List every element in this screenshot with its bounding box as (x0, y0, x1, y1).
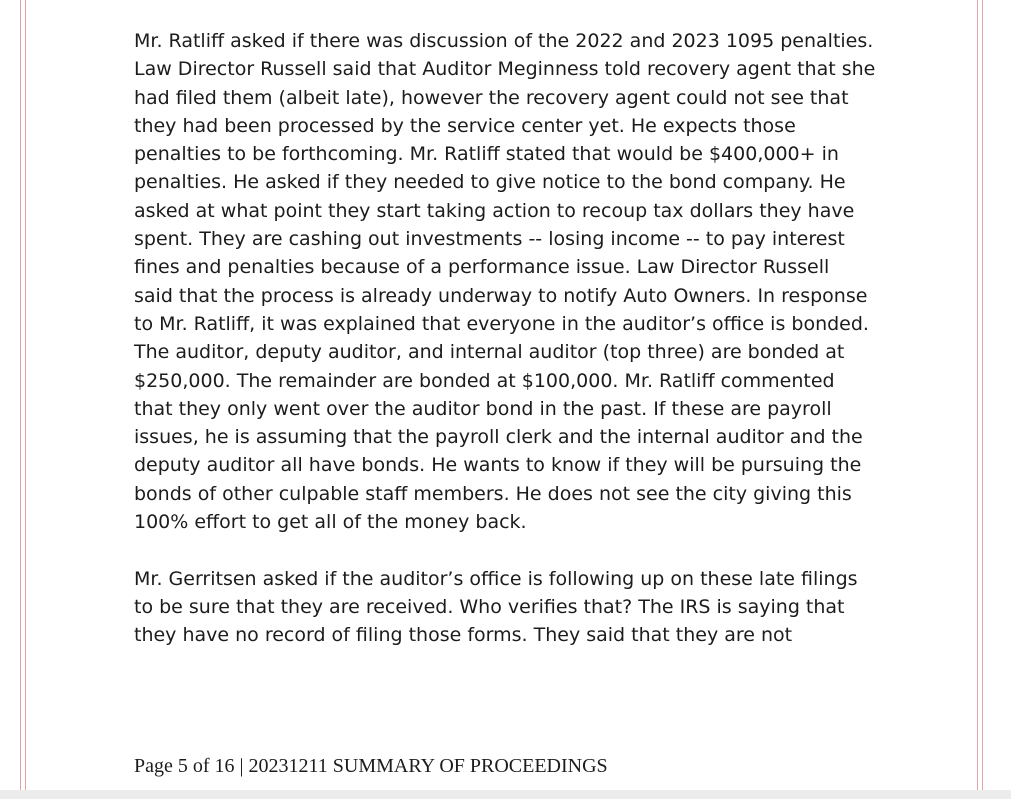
text-line: issues, he is assuming that the payroll clerk and the internal auditor and the (134, 426, 863, 449)
text-line: they have no record of filing those forms. They said that they are not (134, 624, 793, 647)
text-line: asked at what point they start taking action to recoup tax dollars they have (134, 199, 855, 222)
text-line: said that the process is already underway to notify Auto Owners. In response (134, 284, 868, 307)
text-line: spent. They are cashing out investments -- losing income -- to pay interest (134, 228, 845, 251)
text-line: to be sure that they are received. Who verifies that? The IRS is saying that (134, 595, 845, 618)
right-margin-rule (977, 0, 978, 799)
text-line: Law Director Russell said that Auditor Meginness told recovery agent that she (134, 58, 876, 81)
document-body (134, 27, 954, 650)
text-line: Mr. Gerritsen asked if the auditor’s office is following up on these late filings (134, 567, 858, 590)
scan-bottom-edge (0, 790, 1011, 799)
left-margin-rule (25, 0, 26, 799)
text-line: penalties. He asked if they needed to give notice to the bond company. He (134, 171, 846, 194)
paragraph-1 (134, 27, 954, 536)
text-line: The auditor, deputy auditor, and internal auditor (top three) are bonded at (134, 341, 845, 364)
text-line: they had been processed by the service center yet. He expects those (134, 114, 796, 137)
text-line: fines and penalties because of a performance issue. Law Director Russell (134, 256, 830, 279)
right-margin-rule (982, 0, 983, 799)
left-margin-rule (20, 0, 21, 799)
text-line: to Mr. Ratliff, it was explained that everyone in the auditor’s office is bonded. (134, 312, 869, 335)
text-line: Mr. Ratliff asked if there was discussion of the 2022 and 2023 1095 penalties. (134, 30, 874, 52)
text-line: bonds of other culpable staff members. He does not see the city giving this (134, 482, 852, 505)
text-line: had filed them (albeit late), however the recovery agent could not see that (134, 86, 849, 109)
text-line: 100% effort to get all of the money back. (134, 511, 527, 534)
text-line: $250,000. The remainder are bonded at $100,000. Mr. Ratliff commented (134, 369, 835, 392)
text-line: penalties to be forthcoming. Mr. Ratliff stated that would be $400,000+ in (134, 143, 839, 166)
paragraph-spacer (134, 536, 954, 564)
page-footer: Page 5 of 16 | 20231211 SUMMARY OF PROCEEDINGS (134, 755, 608, 777)
text-line: that they only went over the auditor bond in the past. If these are payroll (134, 397, 832, 420)
paragraph-2 (134, 565, 954, 650)
text-line: deputy auditor all have bonds. He wants to know if they will be pursuing the (134, 454, 862, 477)
